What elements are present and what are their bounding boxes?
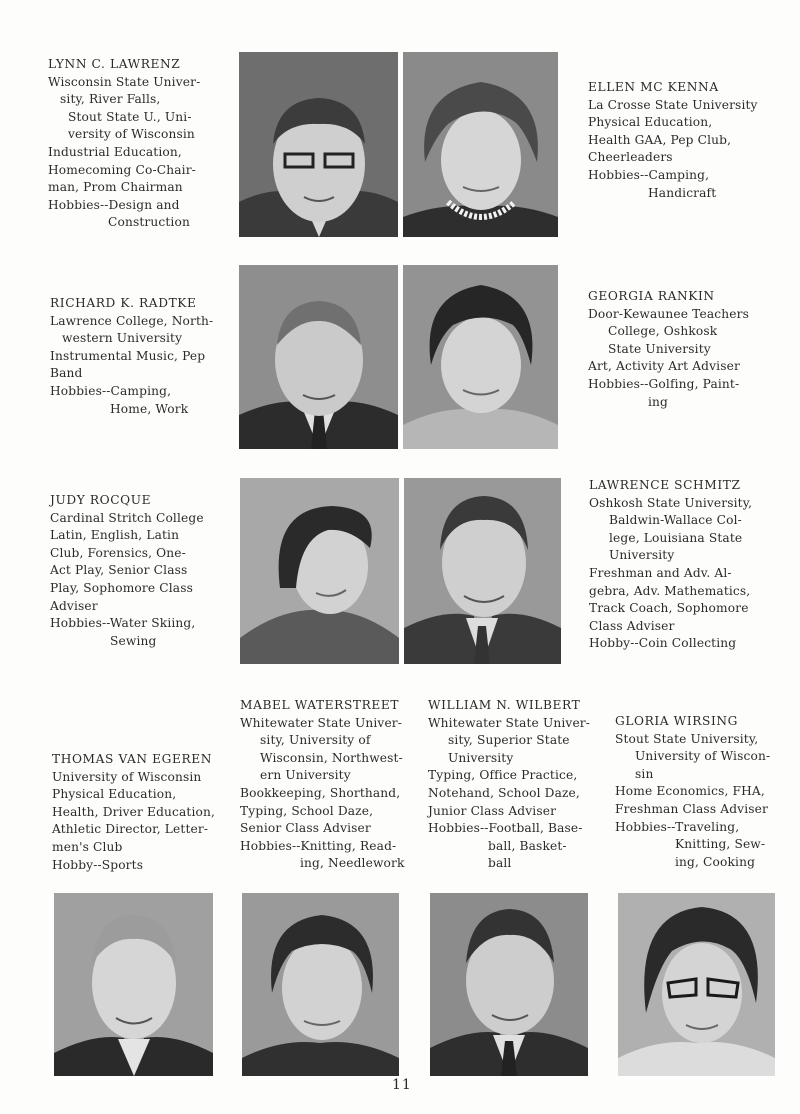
bio-line: ing, Needlework [300,856,405,871]
bio-radtke [50,295,213,418]
bio-van-egeren [52,751,215,874]
bio-line: Cheerleaders [588,150,673,165]
portrait-photo-wirsing [618,893,775,1076]
portrait-photo-lawrenz [239,52,398,237]
portrait-photo-wilbert [430,893,588,1076]
bio-line: Hobbies--Golfing, Paint- [588,376,740,391]
bio-lawrenz [48,56,200,232]
bio-line: State University [608,341,711,356]
bio-line: versity of Wisconsin [68,127,195,142]
bio-line: Hobbies--Design and [48,197,180,212]
teacher-name: LAWRENCE SCHMITZ [589,478,741,492]
bio-line: Hobby--Sports [52,857,144,872]
bio-line: Industrial Education, [48,144,182,159]
bio-wilbert [428,697,590,873]
bio-schmitz [589,477,752,653]
bio-line: ern University [260,768,351,783]
bio-line: Home, Work [110,401,189,416]
bio-line: ing, Cooking [675,854,756,869]
bio-line: Hobby--Coin Collecting [589,636,737,651]
bio-line: sity, River Falls, [60,92,161,107]
bio-line: Latin, English, Latin [50,528,180,543]
bio-line: man, Prom Chairman [48,180,183,195]
bio-line: sity, Superior State [448,733,570,748]
bio-rocque [50,492,204,650]
bio-line: Construction [108,215,190,230]
teacher-name: THOMAS VAN EGEREN [52,752,213,766]
bio-line: University [609,548,675,563]
bio-line: Hobbies--Knitting, Read- [240,838,397,853]
teacher-name: GLORIA WIRSING [615,714,738,728]
portrait-photo-waterstreet [242,893,399,1076]
bio-line: men's Club [52,839,123,854]
bio-line: Track Coach, Sophomore [589,601,749,616]
bio-line: Art, Activity Art Adviser [588,359,740,374]
bio-line: Baldwin-Wallace Col- [609,513,742,528]
bio-line: lege, Louisiana State [609,530,743,545]
bio-line: Athletic Director, Letter- [52,822,209,837]
bio-line: Sewing [110,633,157,648]
bio-line: Typing, Office Practice, [428,768,578,783]
bio-line: Wisconsin State Univer- [48,74,201,89]
bio-line: sin [635,766,654,781]
teacher-name: WILLIAM N. WILBERT [428,698,581,712]
bio-line: Oshkosh State University, [589,495,753,510]
bio-line: Hobbies--Traveling, [615,819,740,834]
teacher-name: RICHARD K. RADTKE [50,296,197,310]
bio-line: University of Wisconsin [52,769,202,784]
bio-line: Health GAA, Pep Club, [588,132,732,147]
bio-line: Stout State University, [615,731,759,746]
teacher-name: GEORGIA RANKIN [588,289,715,303]
bio-line: University [448,750,514,765]
portrait-photo-van-egeren [54,893,213,1076]
bio-line: Band [50,366,83,381]
bio-line: Wisconsin, Northwest- [260,750,403,765]
bio-line: Bookkeeping, Shorthand, [240,785,401,800]
portrait-photo-rankin [403,265,558,449]
bio-line: Handicraft [648,185,717,200]
bio-line: College, Oshkosk [608,324,718,339]
bio-line: Knitting, Sew- [675,837,766,852]
bio-mckenna [588,79,758,202]
bio-line: Freshman and Adv. Al- [589,565,732,580]
bio-line: Notehand, School Daze, [428,785,580,800]
bio-line: Senior Class Adviser [240,821,371,836]
bio-line: Hobbies--Camping, [50,383,172,398]
bio-line: University of Wiscon- [635,749,771,764]
bio-line: Hobbies--Camping, [588,167,710,182]
bio-line: Junior Class Adviser [428,803,557,818]
bio-line: Instrumental Music, Pep [50,348,206,363]
bio-line: Class Adviser [589,618,675,633]
bio-line: ing [648,394,668,409]
bio-line: Health, Driver Education, [52,804,216,819]
bio-line: Club, Forensics, One- [50,545,186,560]
bio-line: gebra, Adv. Mathematics, [589,583,751,598]
bio-line: Whitewater State Univer- [240,715,403,730]
teacher-name: ELLEN MC KENNA [588,80,719,94]
bio-line: Physical Education, [588,115,713,130]
teacher-name: MABEL WATERSTREET [240,698,400,712]
teacher-name: LYNN C. LAWRENZ [48,57,181,71]
bio-line: ball, Basket- [488,838,567,853]
bio-rankin [588,288,749,411]
bio-wirsing [615,713,770,871]
bio-line: Freshman Class Adviser [615,801,768,816]
bio-line: Cardinal Stritch College [50,510,204,525]
portrait-photo-schmitz [404,478,561,664]
bio-line: Lawrence College, North- [50,313,214,328]
teacher-name: JUDY ROCQUE [50,493,152,507]
bio-line: Adviser [50,598,98,613]
bio-line: Physical Education, [52,787,177,802]
portrait-photo-radtke [239,265,398,449]
bio-line: Whitewater State Univer- [428,715,591,730]
bio-waterstreet [240,697,405,873]
bio-line: La Crosse State University [588,97,758,112]
bio-line: Home Economics, FHA, [615,784,765,799]
bio-line: ball [488,856,512,871]
bio-line: Hobbies--Water Skiing, [50,616,196,631]
bio-line: Play, Sophomore Class [50,580,194,595]
page-number: 11 [392,1077,412,1093]
bio-line: Door-Kewaunee Teachers [588,306,750,321]
bio-line: western University [62,331,183,346]
bio-line: sity, University of [260,733,371,748]
portrait-photo-mckenna [403,52,558,237]
bio-line: Typing, School Daze, [240,803,374,818]
bio-line: Stout State U., Uni- [68,109,192,124]
portrait-photo-rocque [240,478,399,664]
bio-line: Homecoming Co-Chair- [48,162,196,177]
bio-line: Act Play, Senior Class [50,563,188,578]
bio-line: Hobbies--Football, Base- [428,821,583,836]
